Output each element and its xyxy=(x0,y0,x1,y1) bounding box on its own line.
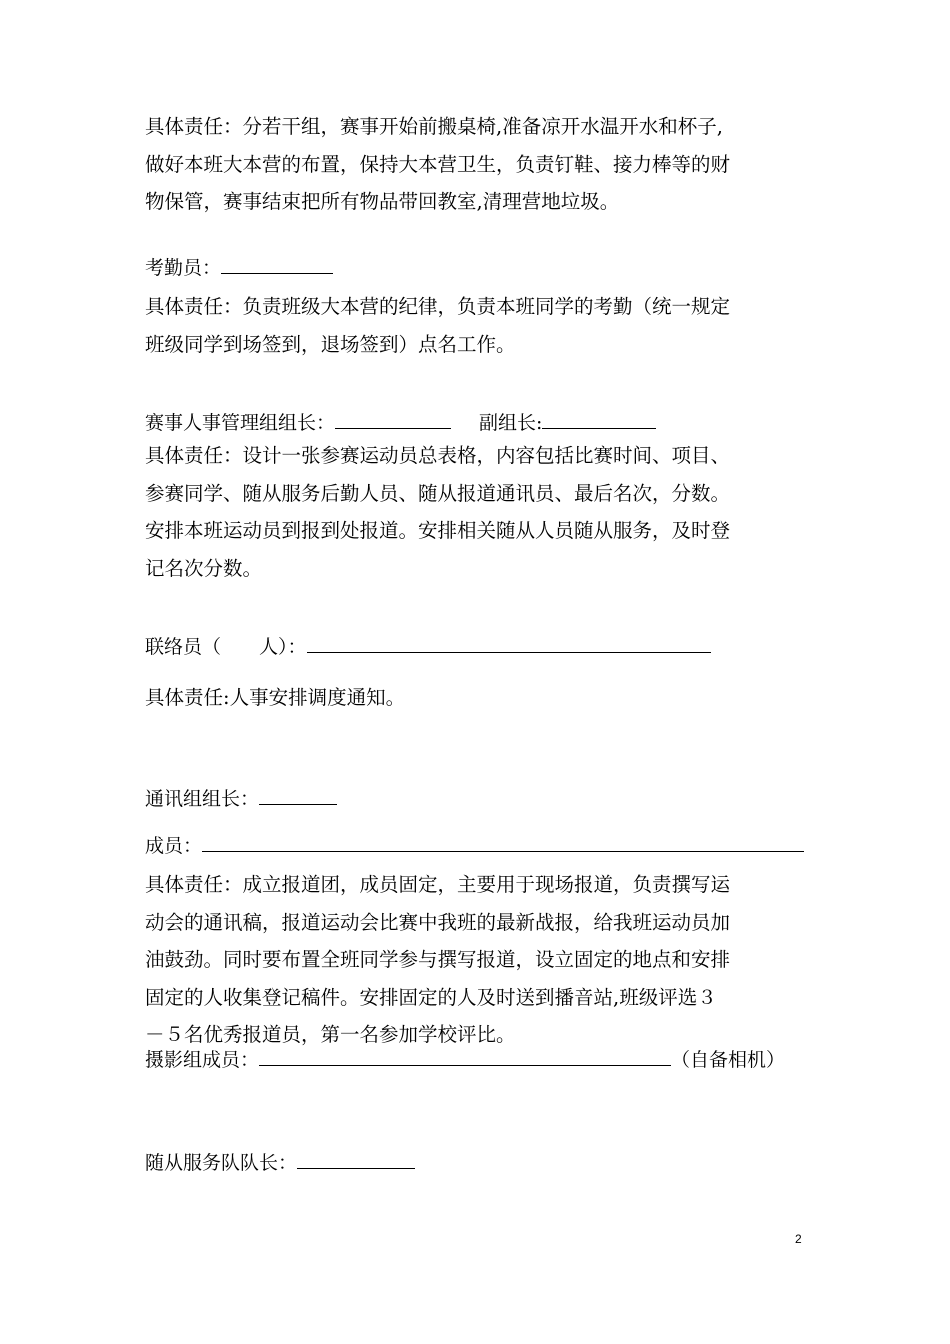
paragraph-line: 安排本班运动员到报到处报道。安排相关随从人员随从服务，及时登 xyxy=(145,519,731,542)
paragraph-line: －５名优秀报道员，第一名参加学校评比。 xyxy=(145,1023,516,1046)
page-number: 2 xyxy=(795,1232,802,1246)
paragraph-line: 参赛同学、随从服务后勤人员、随从报道通讯员、最后名次，分数。 xyxy=(145,481,731,505)
photography-suffix: （自备相机） xyxy=(671,1049,786,1071)
personnel-leader-line xyxy=(145,410,656,435)
logistics-duty-paragraph xyxy=(145,108,811,221)
liaison-duty-line: 具体责任:人事安排调度通知。 xyxy=(145,686,406,709)
paragraph-line: 固定的人收集登记稿件。安排固定的人及时送到播音站,班级评选３ xyxy=(145,985,717,1009)
service-leader-blank xyxy=(297,1150,415,1169)
paragraph-line: 动会的通讯稿，报道运动会比赛中我班的最新战报，给我班运动员加 xyxy=(145,910,731,934)
liaison-blank xyxy=(307,634,711,653)
paragraph-line: 具体责任：成立报道团，成员固定，主要用于现场报道，负责撰写运 xyxy=(145,873,731,896)
paragraph-line: 油鼓劲。同时要布置全班同学参与撰写报道，设立固定的地点和安排 xyxy=(145,948,731,971)
service-leader-line xyxy=(145,1150,415,1175)
attendance-officer-label: 考勤员： xyxy=(145,257,222,279)
service-leader-label: 随从服务队队长： xyxy=(145,1152,298,1174)
personnel-duty-paragraph xyxy=(145,437,811,587)
communication-members-label: 成员： xyxy=(145,835,203,857)
communication-leader-blank xyxy=(259,786,337,805)
paragraph-line: 具体责任：分若干组，赛事开始前搬桌椅,准备凉开水温开水和杯子, xyxy=(145,115,723,138)
photography-line xyxy=(145,1047,785,1072)
photography-label: 摄影组成员： xyxy=(145,1049,260,1071)
paragraph-line: 做好本班大本营的布置，保持大本营卫生，负责钉鞋、接力棒等的财 xyxy=(145,152,731,176)
personnel-deputy-blank xyxy=(542,410,656,429)
communication-leader-line xyxy=(145,786,337,811)
paragraph-line: 记名次分数。 xyxy=(145,556,263,580)
communication-leader-label: 通讯组组长： xyxy=(145,788,260,810)
liaison-label: 联络员（ 人）： xyxy=(145,636,307,658)
photography-blank xyxy=(259,1047,671,1066)
personnel-deputy-label: 副组长: xyxy=(479,412,543,434)
liaison-line xyxy=(145,634,711,659)
attendance-officer-line xyxy=(145,255,333,280)
communication-members-blank xyxy=(202,833,804,852)
personnel-leader-blank xyxy=(335,410,451,429)
personnel-leader-label: 赛事人事管理组组长： xyxy=(145,412,336,434)
paragraph-line: 具体责任：设计一张参赛运动员总表格，内容包括比赛时间、项目、 xyxy=(145,444,731,467)
attendance-duty-paragraph xyxy=(145,288,811,363)
communication-duty-paragraph xyxy=(145,866,811,1054)
attendance-officer-blank xyxy=(221,255,333,274)
paragraph-line: 具体责任：负责班级大本营的纪律，负责本班同学的考勤（统一规定 xyxy=(145,295,731,318)
paragraph-line: 班级同学到场签到，退场签到）点名工作。 xyxy=(145,332,516,356)
paragraph-line: 物保管，赛事结束把所有物品带回教室,清理营地垃圾。 xyxy=(145,190,620,213)
communication-members-line xyxy=(145,833,804,858)
